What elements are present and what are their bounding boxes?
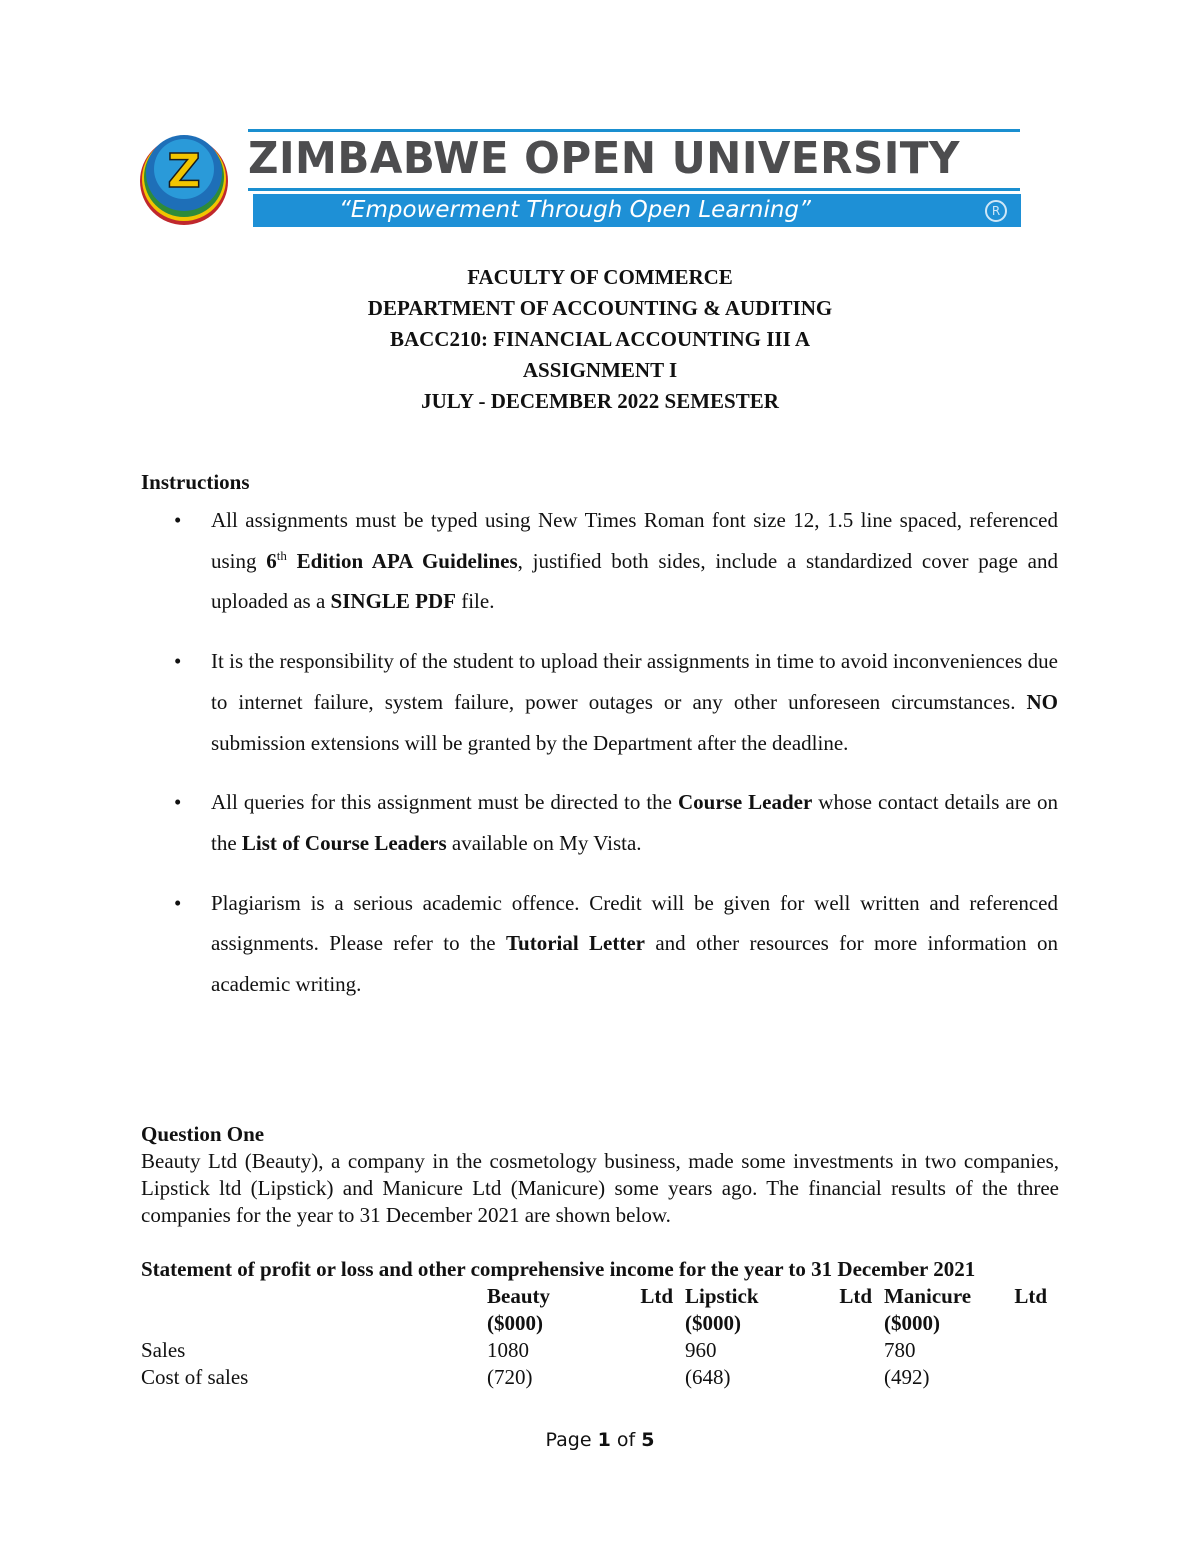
financial-table	[141, 1283, 1059, 1391]
instruction-text: whose contact details are on the	[211, 790, 1058, 855]
zou-emblem-icon	[138, 129, 230, 227]
column-name: Beauty	[487, 1284, 550, 1308]
column-name: Lipstick	[685, 1284, 759, 1308]
question-body: Beauty Ltd (Beauty), a company in the cosmetology business, made some investments in two companies, Lipstick ltd (Lipstick) and Manicure Ltd (Manicure) some years ago. The financial results of the three companies for the year to 31 December 2021 are shown below.	[141, 1149, 1059, 1227]
table-cell: 780	[884, 1338, 916, 1362]
table-cell: 960	[685, 1338, 717, 1362]
instruction-text: and other resources for more information on academic writing.	[211, 931, 1059, 997]
instruction-bold: SINGLE PDF	[330, 589, 456, 614]
instruction-item	[140, 883, 1058, 1005]
semester-title: JULY - DECEMBER 2022 SEMESTER	[421, 389, 779, 413]
logo-mid-rule	[248, 188, 1020, 191]
registered-mark-icon: R	[985, 200, 1007, 222]
page-total: 5	[641, 1429, 655, 1451]
table-row	[141, 1364, 1059, 1391]
instruction-item	[140, 500, 1058, 622]
university-name: ZIMBABWE OPEN UNIVERSITY	[248, 133, 960, 184]
emblem-letter: Z	[167, 144, 201, 198]
instruction-superscript: th	[276, 547, 287, 563]
department-title: DEPARTMENT OF ACCOUNTING & AUDITING	[367, 296, 833, 320]
instruction-item	[140, 782, 1058, 863]
instructions-heading: Instructions	[141, 470, 250, 494]
statement-title: Statement of profit or loss and other comprehensive income for the year to 31 December 2021	[141, 1257, 976, 1281]
instruction-text: It is the responsibility of the student to upload their assignments in time to avoid inconveniences due to internet failure, system failure, power outages or any other unforeseen circumstances.	[211, 649, 1058, 714]
table-header-blank	[141, 1310, 487, 1337]
instruction-text: available on My Vista.	[446, 830, 642, 855]
row-label: Sales	[141, 1338, 186, 1362]
bullet-icon: •	[174, 890, 182, 915]
column-header	[487, 1283, 685, 1310]
of-word: of	[616, 1429, 636, 1451]
column-unit: ($000)	[884, 1311, 940, 1335]
row-label: Cost of sales	[141, 1365, 249, 1389]
instruction-bold: NO	[1026, 689, 1058, 714]
instruction-item	[140, 641, 1058, 763]
question-section	[141, 1121, 1059, 1391]
university-logo	[138, 125, 1028, 230]
column-suffix: Ltd	[1014, 1284, 1047, 1308]
column-header	[685, 1283, 884, 1310]
page-word: Page	[545, 1429, 592, 1451]
instructions-list	[140, 500, 1058, 1024]
table-cell: (648)	[685, 1365, 731, 1389]
page-footer	[0, 1429, 1200, 1451]
question-title: Question One	[141, 1122, 265, 1146]
assignment-title: ASSIGNMENT I	[522, 358, 678, 382]
instruction-bold: List of Course Leaders	[241, 830, 447, 855]
bullet-icon: •	[174, 508, 182, 532]
course-title: BACC210: FINANCIAL ACCOUNTING III A	[389, 327, 811, 351]
page-number: 1	[597, 1429, 611, 1451]
instruction-text: Plagiarism is a serious academic offence. Credit will be given for well written and referenced assignments. Please refer to the	[211, 890, 1058, 956]
column-header	[884, 1283, 1059, 1310]
table-unit-row	[141, 1310, 1059, 1337]
instruction-text: , justified both sides, include a standardized cover page and uploaded as a	[211, 548, 1058, 614]
instruction-text: submission extensions will be granted by the Department after the deadline.	[211, 730, 849, 755]
column-unit: ($000)	[685, 1311, 741, 1335]
assignment-header	[0, 262, 1200, 417]
instruction-text: All assignments must be typed using New Times Roman font size 12, 1.5 line spaced, referenced using	[211, 508, 1058, 573]
bullet-icon: •	[174, 649, 182, 674]
instruction-text: file.	[455, 589, 495, 614]
table-header-row	[141, 1283, 1059, 1310]
table-header-blank	[141, 1283, 487, 1310]
column-suffix: Ltd	[640, 1284, 673, 1308]
table-cell: 1080	[487, 1338, 529, 1362]
slogan-text: “Empowerment Through Open Learning”	[339, 197, 811, 223]
table-row	[141, 1337, 1059, 1364]
instruction-bold: Tutorial Letter	[505, 931, 645, 956]
bullet-icon: •	[174, 790, 182, 815]
logo-top-rule	[248, 129, 1020, 132]
instruction-bold: 6	[266, 548, 277, 573]
slogan-bar	[253, 194, 1021, 227]
instruction-bold: Edition APA Guidelines	[286, 548, 518, 573]
faculty-title: FACULTY OF COMMERCE	[467, 265, 733, 289]
column-name: Manicure	[884, 1284, 972, 1308]
instruction-bold: Course Leader	[677, 790, 813, 815]
instruction-text: All queries for this assignment must be directed to the	[211, 790, 678, 815]
table-cell: (492)	[884, 1365, 930, 1389]
table-cell: (720)	[487, 1365, 533, 1389]
column-suffix: Ltd	[839, 1284, 872, 1308]
column-unit: ($000)	[487, 1311, 543, 1335]
